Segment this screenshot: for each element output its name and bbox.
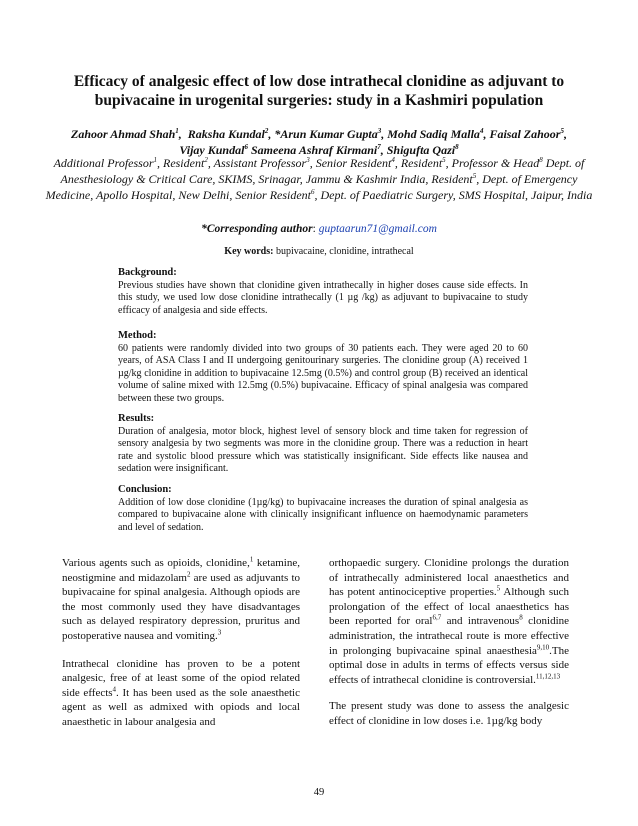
page-number: 49 [313,787,325,798]
keywords [44,245,594,258]
abstract-results: Results: Duration of analgesia, motor block, highest level of sensory block and time taken for regression of sensory analgesia by two segments was more in the clonidine group. There was a reduction in heart rate and systolic blood pressure which was statistically insignificant. Side effects like nausea and sedation were insignificant. [118,413,528,474]
author-1: Zahoor Ahmad Shah [71,127,176,141]
body-paragraph: orthopaedic surgery. Clonidine prolongs the duration of intrathecally administered local anaesthetics and has potent antinociceptive properties.$^5$ Although such prolongation of the effect of local anaesthetics has been reported for oral$^{6,7}$ and intravenous$^8$ clonidine administration, the intrathecal route is more effective in prolonging bupivacaine spinal anaesthesia$^{9,10}$.The optimal dose in adults in terms of effects versus side effects of intrathecal clonidine is controversial.$^{11,12,13}$ [329,557,570,686]
body-paragraph: The present study was done to assess the analgesic effect of clonidine in low doses i.e. 1µg/kg body [329,700,569,727]
author-4: Mohd Sadiq Malla [387,127,480,141]
corresponding-label: *Corresponding author [201,223,313,235]
abstract-background: Background: Previous studies have shown that clonidine given intrathecally in higher doses cause side effects. In this study, we used low dose clonidine intrathecally (1 µg /kg) as adjuvant to bupivacaine to study efficacy of analgesia and side effects. [118,267,528,316]
body-right-column [329,556,569,729]
author-5: Faisal Zahoor [489,127,561,141]
abstract-conclusion: Conclusion: Addition of low dose clonidine (1µg/kg) to bupivacaine increases the duration of spinal analgesia as compared to bupivacaine alone with clinically insignificant influence on haemodynamic parameters and level of sedation. [118,484,528,533]
corresponding-email[interactable]: guptaarun71@gmail.com [318,223,437,235]
body-left-column [62,556,300,730]
abstract-method: Method: 60 patients were randomly divided into two groups of 30 patients each. They were aged 20 to 60 years, of ASA Class I and II undergoing genitourinary surgeries. The clonidine group (A) received 1 µg/kg clonidine in addition to bupivacaine 12.5mg (0.5%) and control group (B) received an identical volume of saline mixed with 12.5mg (0.5%) bupivacaine. Efficacy of spinal analgesia was compared between these two groups. [118,330,528,404]
body-paragraph: Intrathecal clonidine has proven to be a potent analgesic, free of at least some of the opiod related side effects$^4$. It has been used as the sole anaesthetic agent as well as admixed with opiods and local anaesthetic in labour analgesia and [62,657,300,728]
author-3: *Arun Kumar Gupta [274,127,378,141]
author-8: Shigufta Qazi [386,143,456,157]
corresponding-author: *Corresponding author: guptaarun71@gmail.com [201,223,437,235]
author-6: Vijay Kundal [179,143,245,157]
keywords-text: bupivacaine, clonidine, intrathecal [275,246,414,257]
paper-title: Efficacy of analgesic effect of low dose intrathecal clonidine as adjuvant to bupivacaine in urogenital surgeries: study in a Kashmiri population [73,73,565,109]
keywords-label: Key words: [224,246,274,257]
affiliations: Additional Professor$^1$, Resident$^2$, Assistant Professor$^3$, Senior Resident$^4$, Resident$^5$, Professor & Head$^8$ Dept. of Anesthesiology & Critical Care, SKIMS, Srinagar, Jammu & Kashmir India, Resident$^5$, Dept. of Emergency Medicine, Apollo Hospital, New Delhi, Senior Resident$^6$, Dept. of Paediatric Surgery, SMS Hospital, Jaipur, India [45,156,593,202]
author-2: Raksha Kundal [187,127,265,141]
author-list: Zahoor Ahmad Shah$^1$, Raksha Kundal$^2$, *Arun Kumar Gupta$^3$, Mohd Sadiq Malla$^4$, Faisal Zahoor$^5$, Vijay Kundal$^6$ Sameena Ashraf Kirmani$^7$, Shigufta Qazi$^8$ [71,127,567,157]
body-paragraph: Various agents such as opioids, clonidine,$^1$ ketamine, neostigmine and midazolam$^2$ are used as adjuvants to bupivacaine for spinal analgesia. Although opiods are the most commonly used they have disadvantages such as delayed respiratory depression, pruritus and postoperative nausea and vomiting.$^3$ [62,555,300,642]
author-7: Sameena Ashraf Kirmani [250,143,378,157]
